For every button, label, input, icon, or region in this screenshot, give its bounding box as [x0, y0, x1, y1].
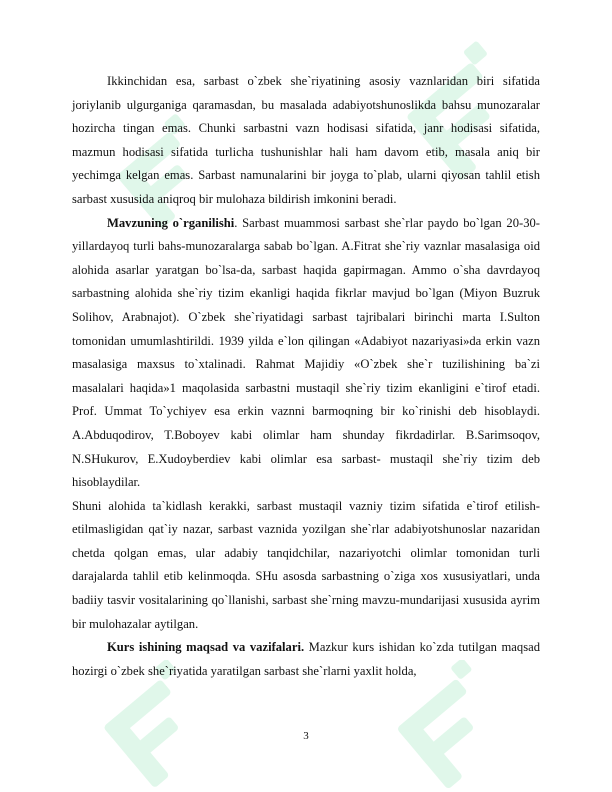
paragraph-3-text: Shuni alohida ta`kidlash kerakki, sarbast mustaqil vazniy tizim sifatida e`tirof etilish-etilmasligidan qat`iy nazar, sarbast vaznida yozilgan she`rlar adabiyotshunoslar nazaridan chetda qolgan emas, ular adabiy tanqidchilar, nazariyotchi olimlar tomonidan turli darajalarda tahlil etib kelinmoqda. SHu asosda sarbastning o`ziga xos xususiyatlari, unda badiiy tasvir vositalarining qo`llanishi, sarbast she`rning mavzu-mundarijasi xususida ayrim bir mulohazalar aytilgan.: [72, 498, 540, 631]
paragraph-1-text: Ikkinchidan esa, sarbast o`zbek she`riyatining asosiy vaznlaridan biri sifatida joriylanib ulgurganiga qaramasdan, bu masalada adabiyotshunoslikda bahsu munozaralar hozircha tingan emas. Chunki sarbastni vazn hodisasi sifatida, janr hodisasi sifatida, mazmun hodisasi sifatida turlicha tushunishlar hali ham davom etib, masala aniq bir yechimga kelgan emas. Sarbast namunalarini bir joyga to`plab, ularni qiyosan tahlil etish sarbast xususida aniqroq bir mulohaza bildirish imkonini beradi.: [72, 74, 540, 206]
paragraph-4: [72, 636, 540, 683]
paragraph-2-heading: Mavzuning o`rganilishi: [107, 215, 235, 230]
document-body: [72, 70, 540, 683]
paragraph-1: [72, 70, 540, 212]
paragraph-4-heading: Kurs ishining maqsad va vazifalari.: [107, 640, 305, 655]
paragraph-4-text: Mazkur kurs ishidan ko`zda tutilgan maqsad hozirgi o`zbek she`riyatida yaratilgan sarbast she`rlarni yaxlit holda,: [72, 640, 540, 678]
paragraph-2: [72, 212, 540, 495]
page-number: 3: [303, 730, 309, 742]
paragraph-2-text: . Sarbast muammosi sarbast she`rlar paydo bo`lgan 20-30-yillardayoq turli bahs-munozaralarga sabab bo`lgan. A.Fitrat she`riy vaznlar masalasiga oid alohida asarlar yaratgan bo`lsa-da, sarbast haqida gapirmagan. Ammo o`sha davrdayoq sarbastning alohida she`riy tizim ekanligi haqida fikrlar mavjud bo`lgan (Miyon Buzruk Solihov, Arabnajot). O`zbek she`riyatidagi sarbast tajribalari birinchi marta I.Sulton tomonidan umumlashtirildi. 1939 yilda e`lon qilingan «Adabiyot nazariyasi»da erkin vazn masalasiga maxsus to`xtalinadi. Rahmat Majidiy «O`zbek she`r tuzilishining ba`zi masalalari haqida»1 maqolasida sarbastni mustaqil she`riy tizim ekanligini e`tirof etadi. Prof. Ummat To`ychiyev esa erkin vaznni barmoqning bir ko`rinishi deb hisoblaydi. A.Abduqodirov, T.Boboyev kabi olimlar ham shunday fikrdadirlar. B.Sarimsoqov, N.SHukurov, E.Xudoyberdiev kabi olimlar esa sarbast- mustaqil she`riy tizim deb hisoblaydilar.: [72, 215, 540, 490]
paragraph-3: [72, 495, 540, 637]
